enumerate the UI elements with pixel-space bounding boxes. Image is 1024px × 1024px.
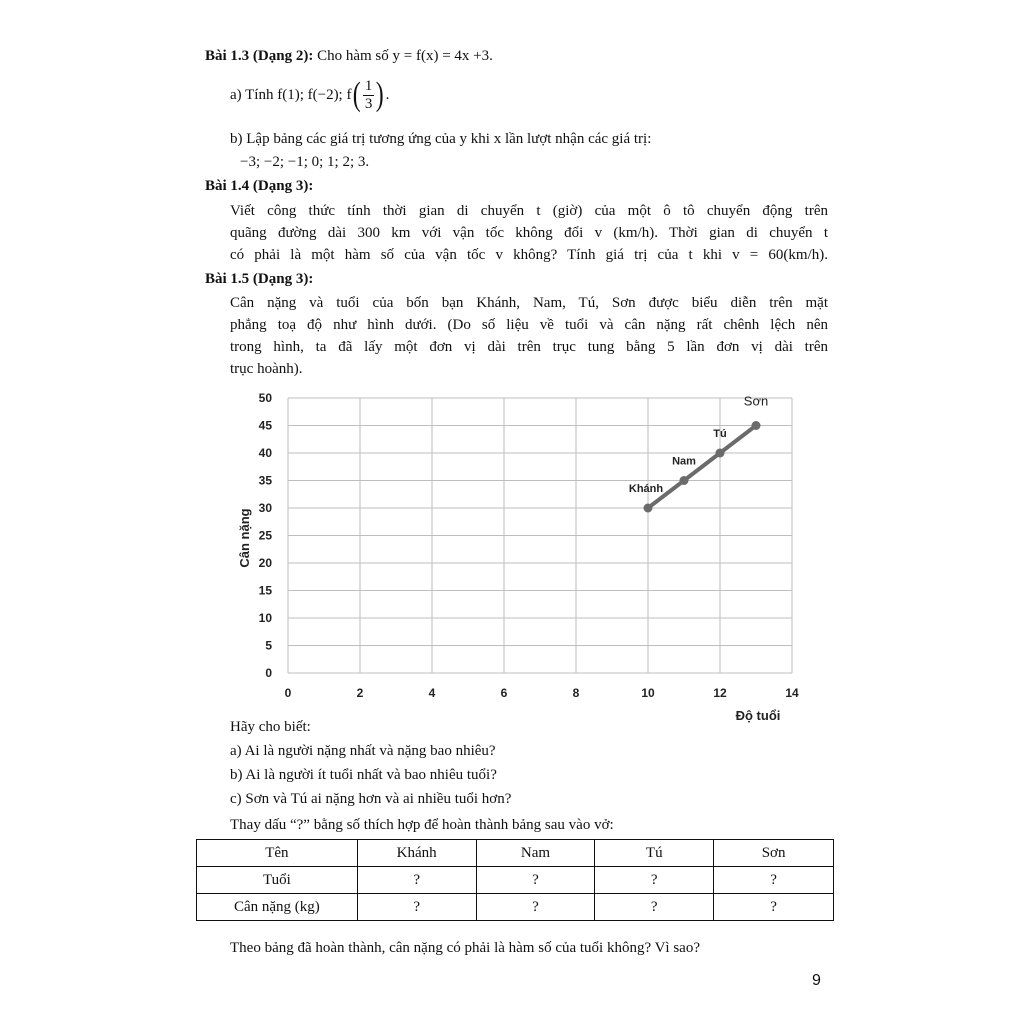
data-point (680, 476, 689, 485)
exercise-1-5-line4: trục hoành). (230, 361, 303, 377)
y-tick-label: 25 (258, 528, 272, 543)
exercise-1-4-line2: quãng đường dài 300 km với vận tốc không đổi v (km/h). Thời gian di chuyển t (230, 225, 828, 241)
exercise-1-3-part-b-line1: b) Lập bảng các giá trị tương ứng của y khi x lần lượt nhận các giá trị: (230, 131, 652, 147)
exercise-1-5-line1: Cân nặng và tuổi của bốn bạn Khánh, Nam, Tú, Sơn được biểu diễn trên mặt (230, 295, 828, 311)
table-cell: ? (476, 894, 595, 921)
data-point-label: Nam (672, 455, 696, 468)
fraction-denominator: 3 (364, 95, 373, 112)
right-paren: ) (376, 76, 384, 113)
fraction-one-third (351, 78, 385, 113)
table-header-cell: Tên (197, 840, 358, 867)
part-a-text: a) Tính f(1); f(−2); f (230, 87, 352, 103)
part-a-end: . (385, 87, 390, 103)
table-header-cell: Sơn (714, 840, 834, 867)
x-axis-label: Độ tuổi (735, 708, 781, 723)
page-number: 9 (812, 972, 821, 989)
table-header-row (197, 840, 834, 867)
exercise-1-3-part-b-line2: −3; −2; −1; 0; 1; 2; 3. (240, 154, 370, 170)
x-tick-label: 2 (356, 686, 364, 700)
table-row (197, 894, 834, 921)
y-tick-label: 20 (258, 556, 272, 570)
data-point (752, 421, 761, 430)
table-cell: ? (476, 867, 595, 894)
exercise-1-3-heading (205, 45, 493, 67)
y-axis-label: Cân nặng (237, 508, 252, 568)
data-point (644, 504, 653, 513)
y-tick-label: 5 (265, 638, 272, 653)
y-tick-label: 30 (258, 501, 272, 515)
exercise-1-3-title: Bài 1.3 (Dạng 2): (205, 48, 314, 64)
exercise-1-4-line1: Viết công thức tính thời gian di chuyển t (giờ) của một ô tô chuyển động trên (230, 203, 828, 219)
question-a: a) Ai là người nặng nhất và nặng bao nhiêu? (230, 743, 496, 759)
y-tick-label: 10 (258, 611, 272, 625)
data-point-label: Sơn (743, 393, 769, 409)
weight-age-line-chart (228, 388, 808, 728)
data-point-label: Tú (713, 428, 727, 440)
question-b: b) Ai là người ít tuổi nhất và bao nhiêu tuổi? (230, 767, 497, 783)
y-tick-label: 50 (258, 391, 272, 405)
table-cell: ? (357, 894, 476, 921)
y-tick-label: 45 (258, 418, 272, 433)
table-header-cell: Khánh (357, 840, 476, 867)
x-tick-label: 4 (428, 686, 436, 700)
table-cell: ? (595, 867, 714, 894)
exercise-1-4-line3: có phải là một hàm số của vận tốc v không? Tính giá trị của t khi v = 60(km/h). (230, 247, 828, 263)
exercise-1-4-body (230, 200, 828, 266)
x-tick-label: 6 (500, 686, 508, 700)
y-tick-label: 40 (258, 446, 272, 460)
y-tick-label: 35 (258, 473, 272, 488)
y-tick-label: 0 (265, 666, 272, 680)
x-tick-label: 14 (785, 686, 799, 700)
age-weight-table (196, 839, 834, 921)
exercise-1-3-intro: Cho hàm số y = f(x) = 4x +3. (317, 48, 493, 64)
fraction-numerator: 1 (364, 77, 373, 94)
data-point-label: Khánh (628, 483, 664, 495)
exercise-1-5-line2: phẳng toạ độ như hình dưới. (Do số liệu về tuổi và cân nặng rất chênh lệch nên (230, 317, 828, 333)
x-tick-label: 12 (713, 686, 727, 700)
exercise-1-5-title: Bài 1.5 (Dạng 3): (205, 271, 314, 287)
left-paren: ( (353, 76, 362, 113)
x-tick-label: 10 (641, 686, 655, 700)
exercise-1-3-part-a (230, 76, 389, 114)
exercise-1-4-title: Bài 1.4 (Dạng 3): (205, 178, 314, 194)
table-row (197, 867, 834, 894)
table-cell: ? (357, 867, 476, 894)
table-cell: ? (595, 894, 714, 921)
data-point (716, 449, 725, 458)
table-header-cell: Nam (476, 840, 595, 867)
table-header-cell: Tú (595, 840, 714, 867)
exercise-1-5-body (230, 292, 828, 380)
table-cell: ? (714, 867, 834, 894)
fill-table-instruction: Thay dấu “?” bằng số thích hợp để hoàn thành bảng sau vào vở: (230, 817, 614, 833)
series-line (648, 426, 756, 509)
table-row-label: Cân nặng (kg) (197, 894, 358, 921)
table-cell: ? (714, 894, 834, 921)
question-c: c) Sơn và Tú ai nặng hơn và ai nhiều tuổi hơn? (230, 791, 512, 807)
y-tick-label: 15 (258, 583, 272, 598)
exercise-1-5-line3: trong hình, ta đã lấy một đơn vị dài trên trục tung bằng 5 lần đơn vị dài trên (230, 339, 828, 355)
questions-intro: Hãy cho biết: (230, 719, 311, 735)
x-tick-label: 0 (284, 686, 292, 700)
x-tick-label: 8 (572, 686, 580, 700)
table-row-label: Tuổi (197, 867, 358, 894)
final-question: Theo bảng đã hoàn thành, cân nặng có phải là hàm số của tuổi không? Vì sao? (230, 940, 701, 956)
